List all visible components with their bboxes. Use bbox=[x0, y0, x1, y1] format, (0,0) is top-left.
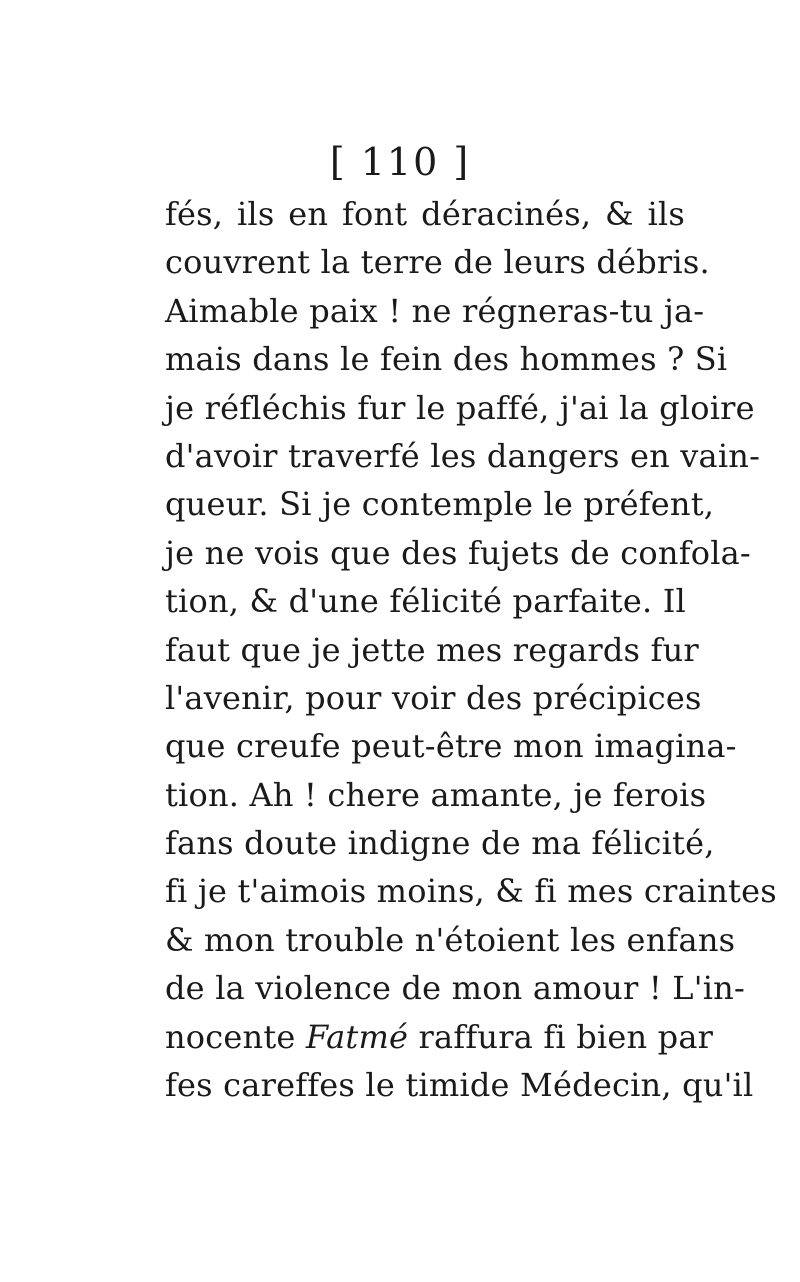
text-line: Aimable paix ! ne régneras-tu ja- bbox=[165, 291, 705, 330]
text-line: & mon trouble n'étoient les enfans bbox=[165, 920, 736, 959]
text-line: l'avenir, pour voir des précipices bbox=[165, 678, 702, 717]
text-line: je ne vois que des fujets de confola- bbox=[165, 533, 751, 572]
italic-name: Fatmé bbox=[305, 1017, 409, 1056]
text-fragment: nocente bbox=[165, 1017, 296, 1056]
text-line: fans doute indigne de ma félicité, bbox=[165, 824, 715, 863]
text-line: que creufe peut-être mon imagina- bbox=[165, 727, 737, 766]
text-line: de la violence de mon amour ! L'in- bbox=[165, 969, 745, 1008]
text-line: fes careffes le timide Médecin, qu'il bbox=[165, 1066, 754, 1105]
text-line: faut que je jette mes regards fur bbox=[165, 630, 699, 669]
text-line: tion, & d'une félicité parfaite. Il bbox=[165, 582, 686, 621]
text-line-with-italic bbox=[165, 1013, 714, 1061]
text-line: fi je t'aimois moins, & fi mes craintes bbox=[165, 872, 777, 911]
text-line: mais dans le fein des hommes ? Si bbox=[165, 340, 728, 379]
text-line: d'avoir traverfé les dangers en vain- bbox=[165, 436, 761, 475]
page-number: [ 110 ] bbox=[329, 140, 471, 184]
text-line: queur. Si je contemple le préfent, bbox=[165, 485, 715, 524]
body-text bbox=[165, 190, 777, 1109]
text-fragment: raffura fi bien par bbox=[418, 1017, 714, 1056]
text-line: tion. Ah ! chere amante, je ferois bbox=[165, 775, 707, 814]
text-line: couvrent la terre de leurs débris. bbox=[165, 243, 710, 282]
text-line: je réfléchis fur le paffé, j'ai la gloire bbox=[165, 388, 755, 427]
text-line: fés, ils en font déracinés, & ils bbox=[165, 195, 685, 233]
